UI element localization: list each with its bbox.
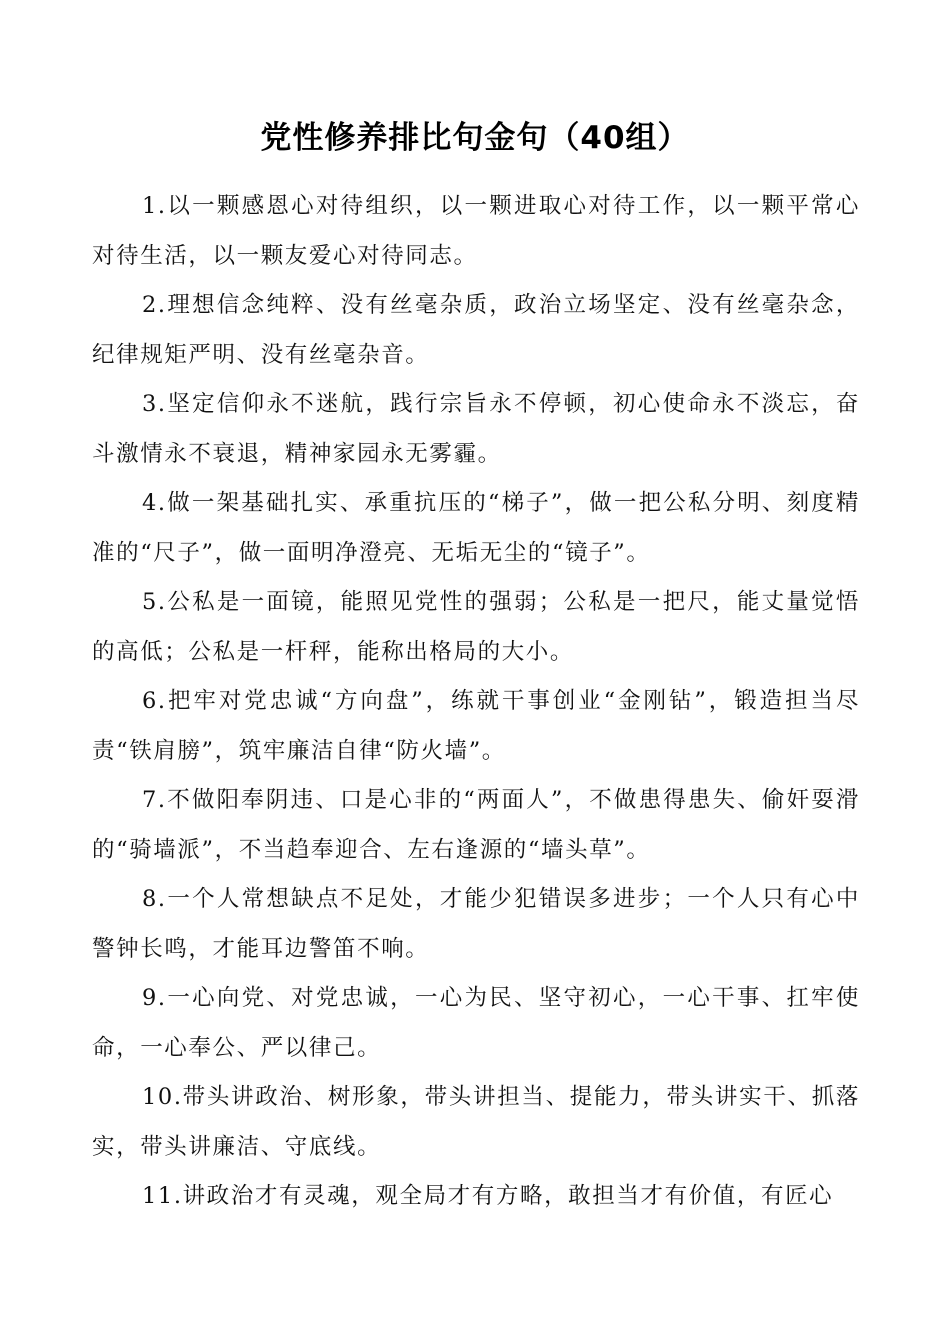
paragraph-7: 7.不做阳奉阴违、口是心非的“两面人”，不做患得患失、偷奸耍滑的“骑墙派”，不当趋奉迎合、左右逢源的“墙头草”。 <box>92 787 860 863</box>
paragraph-3: 3.坚定信仰永不迷航，践行宗旨永不停顿，初心使命永不淡忘，奋斗激情永不衰退，精神家园永无雾霾。 <box>92 391 860 467</box>
paragraph-2: 2.理想信念纯粹、没有丝毫杂质，政治立场坚定、没有丝毫杂念，纪律规矩严明、没有丝毫杂音。 <box>92 292 860 368</box>
paragraph-10: 10.带头讲政治、树形象，带头讲担当、提能力，带头讲实干、抓落实，带头讲廉洁、守底线。 <box>92 1084 860 1160</box>
paragraph-11: 11.讲政治才有灵魂，观全局才有方略，敢担当才有价值，有匠心 <box>142 1183 834 1209</box>
paragraph-8: 8.一个人常想缺点不足处，才能少犯错误多进步；一个人只有心中警钟长鸣，才能耳边警笛不响。 <box>92 886 860 962</box>
paragraph-4: 4.做一架基础扎实、承重抗压的“梯子”，做一把公私分明、刻度精准的“尺子”，做一面明净澄亮、无垢无尘的“镜子”。 <box>92 490 860 566</box>
document-title: 党性修养排比句金句（40组） <box>260 120 690 156</box>
document-body <box>92 182 860 1222</box>
paragraph-5: 5.公私是一面镜，能照见党性的强弱；公私是一把尺，能丈量觉悟的高低；公私是一杆秤，能称出格局的大小。 <box>92 589 860 665</box>
paragraph-9: 9.一心向党、对党忠诚，一心为民、坚守初心，一心干事、扛牢使命，一心奉公、严以律己。 <box>92 985 860 1061</box>
paragraph-1: 1.以一颗感恩心对待组织，以一颗进取心对待工作，以一颗平常心对待生活，以一颗友爱心对待同志。 <box>92 193 860 269</box>
paragraph-6: 6.把牢对党忠诚“方向盘”，练就干事创业“金刚钻”，锻造担当尽责“铁肩膀”，筑牢廉洁自律“防火墙”。 <box>92 688 860 764</box>
